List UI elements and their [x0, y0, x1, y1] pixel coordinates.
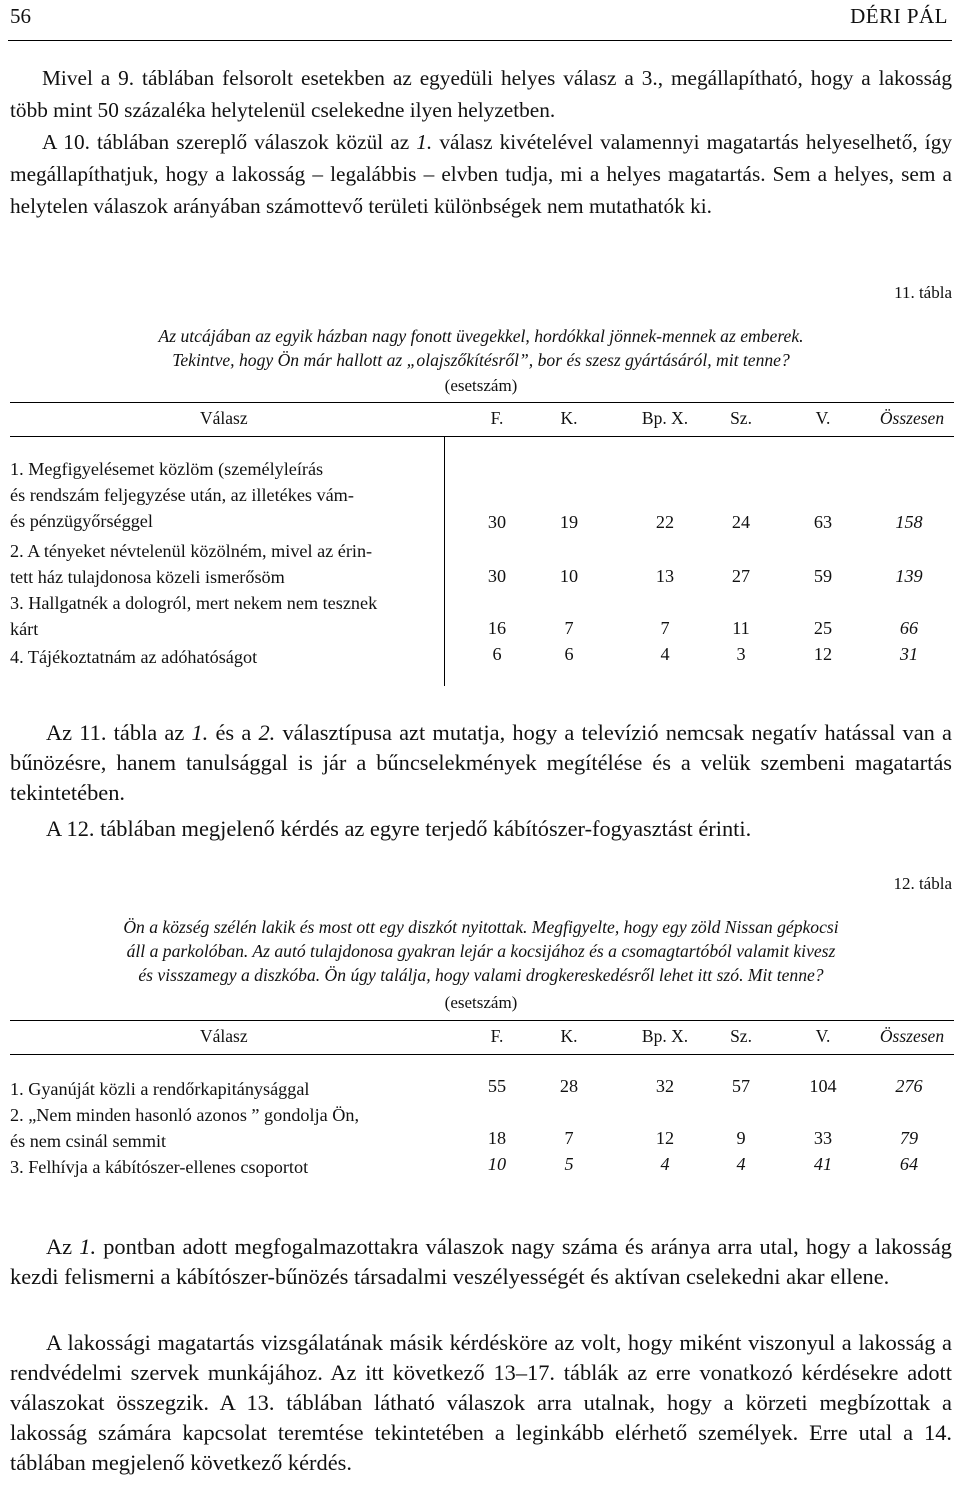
table-11-row-2-f: 30 — [487, 566, 507, 586]
table-12-row-3-f: 10 — [487, 1154, 507, 1174]
table-11-row-1-k: 19 — [559, 512, 579, 532]
table-12-row-3-total: 64 — [899, 1154, 919, 1174]
outro-p1-text-b: pontban adott megfogalmazottakra válaszok nagy száma és aránya arra utal, hogy a lakosság kezdi felismerni a kábítószer-bűnözés társadalmi veszélyességét és aktívan cselekedni akar ellene. — [10, 1234, 952, 1289]
table-11-row-4-bpx: 4 — [660, 644, 670, 664]
table-11-esetszam: (esetszám) — [444, 376, 518, 395]
table-11-row-2-answer — [10, 538, 440, 590]
table-12-row-2-total: 79 — [899, 1128, 919, 1148]
table-11-col-k: K. — [560, 408, 578, 428]
table-12-col-bpx: Bp. X. — [641, 1026, 689, 1046]
table-11-col-sz: Sz. — [730, 408, 752, 428]
row-number: 2. — [10, 1105, 24, 1125]
table-11-divider — [444, 436, 445, 686]
table-12-row-1-total: 276 — [895, 1076, 923, 1096]
table-11-row-2-sz: 27 — [731, 566, 751, 586]
table-12-row-3-sz: 4 — [736, 1154, 746, 1174]
table-12-row-1-v: 104 — [809, 1076, 837, 1096]
table-11-row-2-bpx: 13 — [655, 566, 675, 586]
table-11-row-1-f: 30 — [487, 512, 507, 532]
table-12-label: 12. tábla — [893, 874, 952, 893]
table-11-row-1-bpx: 22 — [655, 512, 675, 532]
answer-line: A tényeket névtelenül közölném, mivel az érin- — [27, 541, 373, 561]
answer-line: tett ház tulajdonosa közeli ismerősöm — [10, 567, 285, 587]
intro-p2-italic: 1. — [416, 130, 433, 154]
table-12-question-line-3: és visszamegy a diszkóba. Ön úgy találja, hogy valami drogkereskedésről lehet itt szó. Mit tenne? — [138, 965, 824, 985]
table-11-col-bpx: Bp. X. — [641, 408, 689, 428]
table-11-col-valasz: Válasz — [200, 408, 248, 428]
table-11-row-3-answer — [10, 590, 440, 642]
answer-line: Hallgatnék a dologról, mert nekem nem tesznek — [28, 593, 378, 613]
table-11-row-3-sz: 11 — [732, 618, 750, 638]
table-11-row-3-k: 7 — [564, 618, 574, 638]
outro-paragraph-1 — [10, 1232, 952, 1292]
table-11-label: 11. tábla — [894, 283, 952, 302]
table-12-col-f: F. — [490, 1026, 504, 1046]
mid-p1-text-b: és a — [208, 720, 259, 745]
table-12-col-v: V. — [815, 1026, 831, 1046]
page-number: 56 — [10, 4, 31, 28]
table-11-row-2-v: 59 — [813, 566, 833, 586]
table-12-row-2-f: 18 — [487, 1128, 507, 1148]
table-12-esetszam: (esetszám) — [444, 993, 518, 1012]
table-11-row-3-f: 16 — [487, 618, 507, 638]
table-11-question — [10, 324, 952, 372]
table-12-row-1-k: 28 — [559, 1076, 579, 1096]
table-11-row-3-v: 25 — [813, 618, 833, 638]
answer-line: Felhívja a kábítószer-ellenes csoportot — [28, 1157, 309, 1177]
table-12-question-line-1: Ön a község szélén lakik és most ott egy diszkót nyitottak. Megfigyelte, hogy egy zöld Nissan gépkocsi — [123, 917, 839, 937]
table-12-question-line-2: áll a parkolóban. Az autó tulajdonosa gyakran lejár a kocsijához és a csomagtartóból valamit kivesz — [126, 941, 836, 961]
table-12-row-2-sz: 9 — [736, 1128, 746, 1148]
outro-p1-text-a: Az — [46, 1234, 80, 1259]
mid-p1-italic-2: 2. — [258, 720, 276, 745]
table-11-row-4-f: 6 — [492, 644, 502, 664]
answer-line: és pénzügyőrséggel — [10, 511, 153, 531]
row-number: 2. — [10, 541, 24, 561]
table-12-col-osszesen: Összesen — [879, 1026, 945, 1046]
table-12 — [10, 1020, 954, 1190]
table-11-row-1-total: 158 — [895, 512, 923, 532]
mid-paragraph-1 — [10, 718, 952, 808]
table-11-top-rule — [10, 402, 954, 403]
mid-paragraph-2: A 12. táblában megjelenő kérdés az egyre terjedő kábítószer-fogyasztást érinti. — [46, 816, 752, 841]
table-11-col-osszesen: Összesen — [879, 408, 945, 428]
table-11-question-line-2: Tekintve, hogy Ön már hallott az „olajszőkítésről”, bor és szesz gyártásáról, mit tenne? — [172, 350, 790, 370]
table-12-row-1-answer — [10, 1076, 440, 1102]
table-12-row-2-bpx: 12 — [655, 1128, 675, 1148]
table-12-row-3-bpx: 4 — [660, 1154, 670, 1174]
intro-p2-text-a: A 10. táblában szereplő válaszok közül az — [42, 130, 417, 154]
table-11-col-v: V. — [815, 408, 831, 428]
mid-p1-italic-1: 1. — [191, 720, 209, 745]
table-12-top-rule — [10, 1020, 954, 1021]
table-12-col-sz: Sz. — [730, 1026, 752, 1046]
table-12-row-3-k: 5 — [564, 1154, 574, 1174]
intro-paragraph-2 — [10, 126, 952, 222]
outro-p1-italic: 1. — [79, 1234, 97, 1259]
table-11-row-1-sz: 24 — [731, 512, 751, 532]
table-12-col-valasz: Válasz — [200, 1026, 248, 1046]
mid-p1-text-c: választípusa azt mutatja, hogy a televízió nemcsak negatív hatással van a bűnözésre, hanem tanulsággal is jár a bűncselekmények megítélése és a velük szembeni magatartás tekintetében. — [10, 720, 952, 805]
table-11-row-4-k: 6 — [564, 644, 574, 664]
table-11 — [10, 402, 954, 692]
table-11-question-line-1: Az utcájában az egyik házban nagy fonott üvegekkel, hordókkal jönnek-mennek az emberek. — [158, 326, 804, 346]
intro-paragraph-1: Mivel a 9. táblában felsorolt esetekben az egyedüli helyes válasz a 3., megállapítható, hogy a lakosság több mint 50 százaléka helytelenül cselekedne ilyen helyzetben. — [10, 66, 952, 122]
table-12-row-2-k: 7 — [564, 1128, 574, 1148]
table-12-header-rule — [10, 1054, 954, 1055]
table-12-row-3-v: 41 — [813, 1154, 833, 1174]
table-12-col-k: K. — [560, 1026, 578, 1046]
table-11-col-f: F. — [490, 408, 504, 428]
table-11-row-2-k: 10 — [559, 566, 579, 586]
table-12-row-1-bpx: 32 — [655, 1076, 675, 1096]
answer-line: Tájékoztatnám az adóhatóságot — [27, 647, 258, 667]
answer-line: és nem csinál semmit — [10, 1131, 167, 1151]
row-number: 1. — [10, 1079, 24, 1099]
table-11-row-4-sz: 3 — [736, 644, 746, 664]
table-11-header-rule — [10, 436, 954, 437]
table-12-row-1-sz: 57 — [731, 1076, 751, 1096]
mid-p1-text-a: Az 11. tábla az — [46, 720, 192, 745]
running-head-author: DÉRI PÁL — [850, 4, 948, 28]
outro-paragraph-2: A lakossági magatartás vizsgálatának másik kérdésköre az volt, hogy miként viszonyul a lakosság a rendvédelmi szervek munkájához. Az itt következő 13–17. táblák az erre vonatkozó kérdésekre adott válaszokat összegzik. A 13. táblában látható válaszok arra utalnak, hogy a körzeti megbízottak a lakosság számára kapcsolat teremtése tekintetében a leginkább elérhető személyek. Erre utal a 14. táblában megjelenő következő kérdés. — [10, 1330, 952, 1475]
table-11-row-4-v: 12 — [813, 644, 833, 664]
table-12-row-2-v: 33 — [813, 1128, 833, 1148]
table-11-row-4-answer — [10, 644, 440, 670]
table-12-question — [10, 915, 952, 987]
table-11-row-2-total: 139 — [895, 566, 923, 586]
table-11-row-1-v: 63 — [813, 512, 833, 532]
answer-line: kárt — [10, 619, 39, 639]
answer-line: és rendszám feljegyzése után, az illetékes vám- — [10, 485, 354, 505]
row-number: 3. — [10, 593, 24, 613]
answer-line: „Nem minden hasonló azonos ” gondolja Ön, — [28, 1105, 360, 1125]
answer-line: Gyanúját közli a rendőrkapitánysággal — [28, 1079, 310, 1099]
answer-line: Megfigyelésemet közlöm (személyleírás — [28, 459, 324, 479]
table-12-row-3-answer — [10, 1154, 440, 1180]
intro-p2-text-b: válasz kivételével valamennyi magatartás helyeselhető, így megállapíthatjuk, hogy a lakosság – legalábbis – elvben tudja, mi a helyes magatartás. Sem a helyes, sem a helytelen válaszok arányában számottevő területi különbségek nem mutathatók ki. — [10, 130, 952, 218]
row-number: 1. — [10, 459, 24, 479]
row-number: 3. — [10, 1157, 24, 1177]
table-11-row-3-bpx: 7 — [660, 618, 670, 638]
table-12-row-1-f: 55 — [487, 1076, 507, 1096]
table-12-row-2-answer — [10, 1102, 440, 1154]
table-11-row-4-total: 31 — [899, 644, 919, 664]
table-11-row-3-total: 66 — [899, 618, 919, 638]
table-11-row-1-answer — [10, 456, 440, 534]
row-number: 4. — [10, 647, 24, 667]
running-header — [8, 0, 952, 41]
